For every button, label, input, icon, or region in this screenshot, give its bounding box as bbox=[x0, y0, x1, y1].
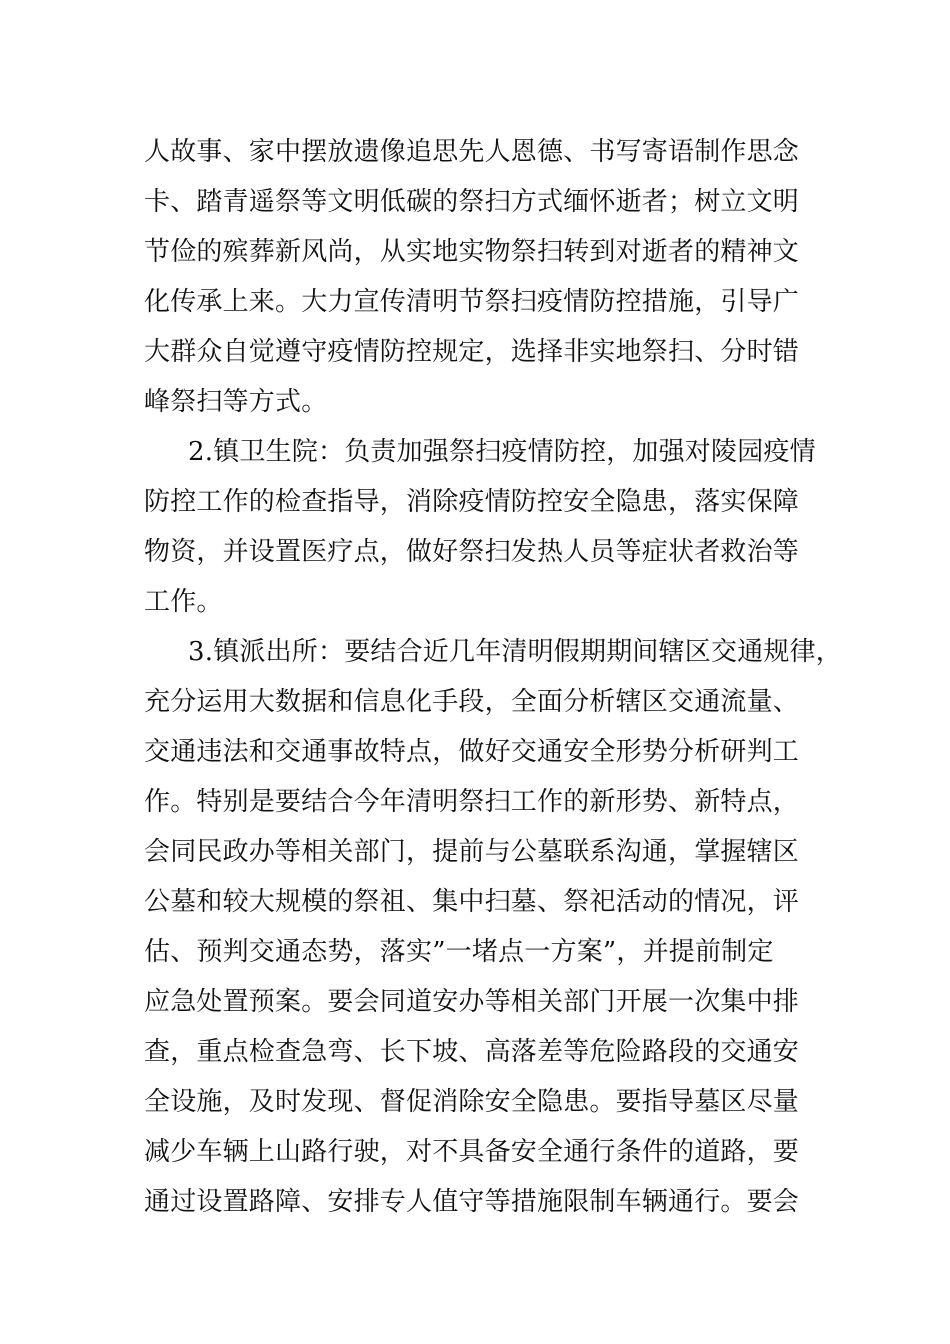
text-line: 会同民政办等相关部门，提前与公墓联系沟通，掌握辖区 bbox=[144, 837, 800, 867]
text-line: 人故事、家中摆放遗像追思先人恩德、书写寄语制作思念 bbox=[144, 137, 800, 167]
text-line: 物资，并设置医疗点，做好祭扫发热人员等症状者救治等 bbox=[144, 537, 800, 567]
text-line: 节俭的殡葬新风尚，从实地实物祭扫转到对逝者的精神文 bbox=[144, 237, 800, 267]
text-line: 峰祭扫等方式。 bbox=[144, 387, 328, 417]
text-line: 防控工作的检查指导，消除疫情防控安全隐患，落实保障 bbox=[144, 487, 800, 517]
text-line: 全设施，及时发现、督促消除安全隐患。要指导墓区尽量 bbox=[144, 1087, 800, 1117]
text-line: 大群众自觉遵守疫情防控规定，选择非实地祭扫、分时错 bbox=[144, 337, 800, 367]
text-line: 通过设置路障、安排专人值守等措施限制车辆通行。要会 bbox=[144, 1187, 800, 1217]
paragraph-3-first-line: 3.镇派出所：要结合近几年清明假期期间辖区交通规律， bbox=[188, 637, 843, 667]
text-line: 卡、踏青遥祭等文明低碳的祭扫方式缅怀逝者；树立文明 bbox=[144, 187, 800, 217]
text-line: 估、预判交通态势，落实”一堵点一方案”，并提前制定 bbox=[144, 937, 774, 967]
text-line: 化传承上来。大力宣传清明节祭扫疫情防控措施，引导广 bbox=[144, 287, 800, 317]
text-line: 公墓和较大规模的祭祖、集中扫墓、祭祀活动的情况，评 bbox=[144, 887, 800, 917]
text-line: 充分运用大数据和信息化手段，全面分析辖区交通流量、 bbox=[144, 687, 800, 717]
text-line: 交通违法和交通事故特点，做好交通安全形势分析研判工 bbox=[144, 737, 800, 767]
text-line: 作。特别是要结合今年清明祭扫工作的新形势、新特点， bbox=[144, 787, 800, 817]
paragraph-2-first-line: 2.镇卫生院：负责加强祭扫疫情防控，加强对陵园疫情 bbox=[188, 437, 816, 467]
text-line: 应急处置预案。要会同道安办等相关部门开展一次集中排 bbox=[144, 987, 800, 1017]
text-line: 工作。 bbox=[144, 587, 223, 617]
text-line: 查，重点检查急弯、长下坡、高落差等危险路段的交通安 bbox=[144, 1037, 800, 1067]
text-line: 减少车辆上山路行驶，对不具备安全通行条件的道路，要 bbox=[144, 1137, 800, 1167]
